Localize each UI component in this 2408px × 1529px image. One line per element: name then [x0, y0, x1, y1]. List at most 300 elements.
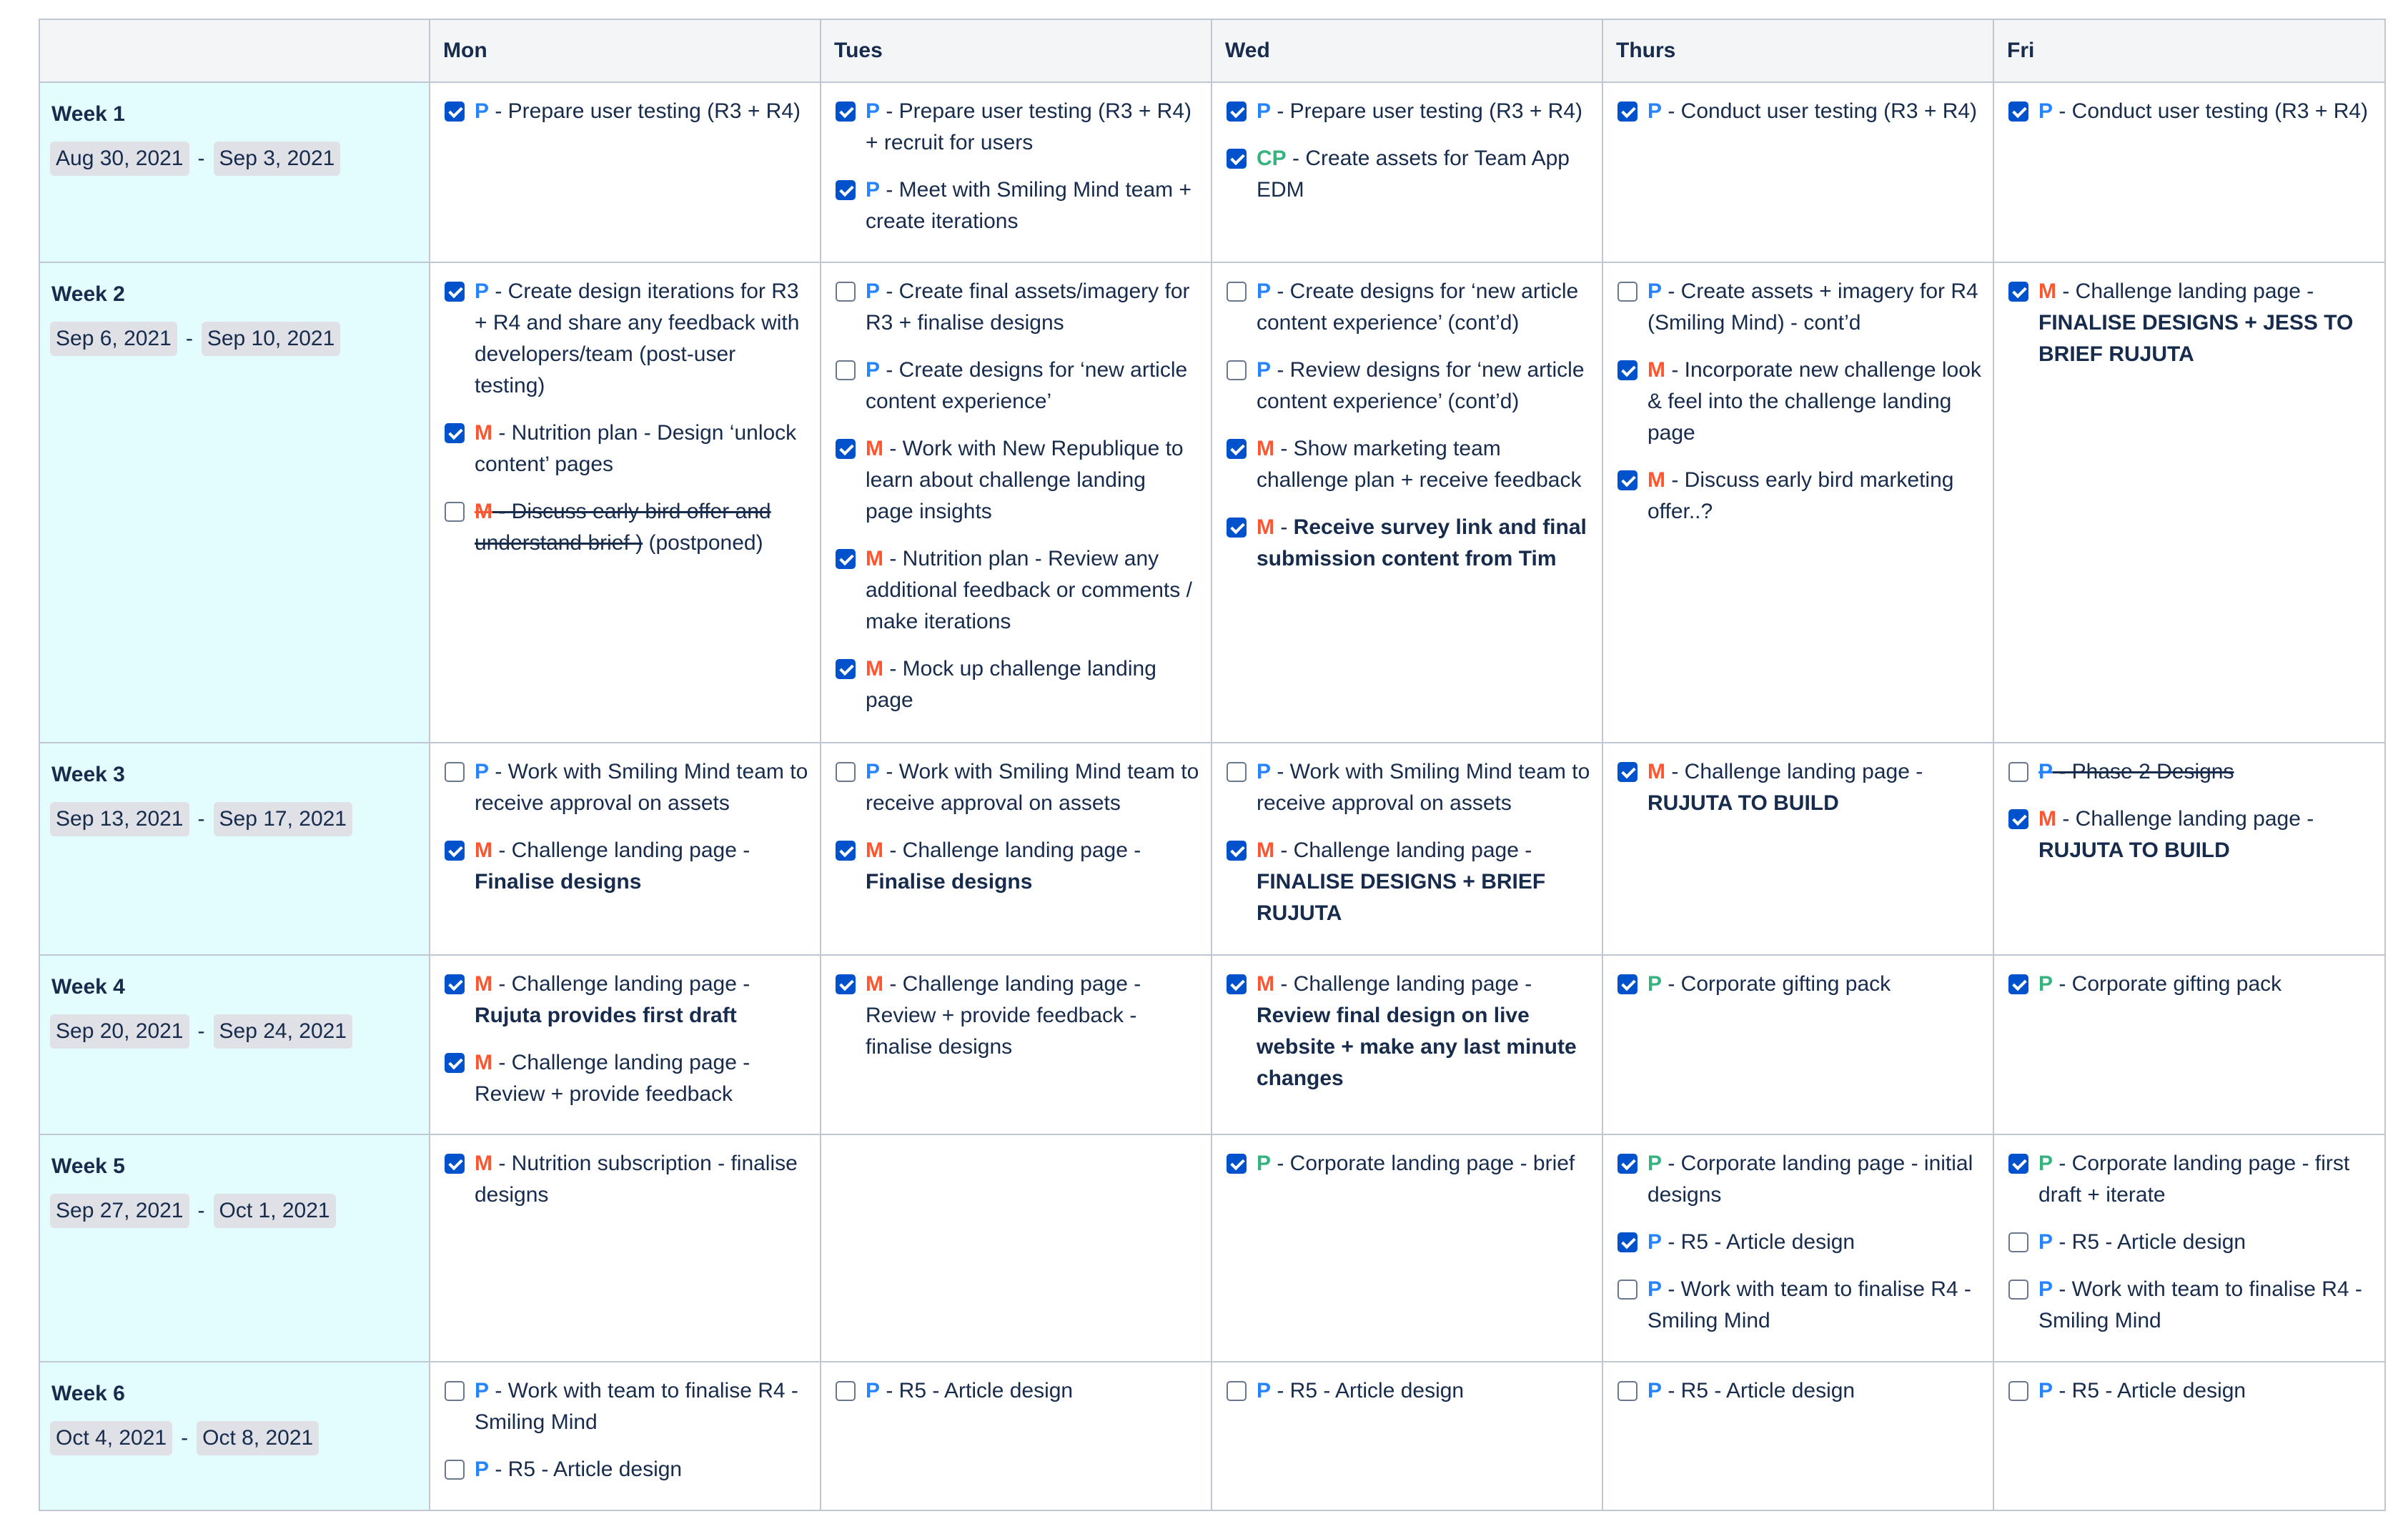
checked-checkbox[interactable]: [836, 180, 856, 200]
task-text-segment: - R5 - Article design: [1662, 1379, 1855, 1403]
day-cell-tues: [821, 82, 1212, 262]
week-row: [39, 955, 2385, 1135]
task-text: [1648, 96, 1981, 127]
task-item: [445, 969, 808, 1031]
task-text-segment: RUJUTA TO BUILD: [2038, 838, 2230, 863]
checked-checkbox[interactable]: [836, 841, 856, 861]
unchecked-checkbox[interactable]: [1227, 1381, 1247, 1401]
task-item: [2008, 96, 2373, 127]
checked-checkbox[interactable]: [1227, 841, 1247, 861]
task-item: [1617, 969, 1981, 1000]
task-category-tag: M: [1257, 515, 1274, 539]
task-item: [1227, 835, 1590, 929]
unchecked-checkbox[interactable]: [1617, 282, 1637, 302]
task-text-segment: - Challenge landing page -: [2056, 279, 2314, 303]
date-range-separator: -: [197, 807, 205, 831]
task-item: [1227, 276, 1590, 339]
unchecked-checkbox[interactable]: [2008, 1232, 2028, 1252]
task-text-segment: - Challenge landing page - Review + provide feedback - finalise designs: [866, 971, 1141, 1059]
task-item: [1227, 512, 1590, 575]
checked-checkbox[interactable]: [2008, 102, 2028, 122]
task-item: [836, 543, 1199, 638]
task-category-tag: P: [1257, 1379, 1272, 1403]
checked-checkbox[interactable]: [2008, 974, 2028, 994]
task-text: [1648, 969, 1981, 1000]
checked-checkbox[interactable]: [445, 102, 465, 122]
day-cell-mon: [430, 82, 821, 262]
week-name: Week 3: [51, 763, 125, 787]
week-name: Week 1: [51, 102, 125, 126]
unchecked-checkbox[interactable]: [836, 282, 856, 302]
task-text-segment: - Prepare user testing (R3 + R4): [489, 99, 801, 123]
checked-checkbox[interactable]: [1227, 518, 1247, 538]
task-text-segment: - R5 - Article design: [2053, 1379, 2246, 1403]
task-category-tag: P: [1257, 1152, 1272, 1176]
task-category-tag: P: [2038, 1230, 2053, 1255]
task-category-tag: M: [1648, 357, 1665, 382]
week-label-cell: [39, 262, 430, 743]
task-category-tag: M: [475, 1152, 492, 1176]
task-item: [1227, 355, 1590, 417]
unchecked-checkbox[interactable]: [445, 1460, 465, 1480]
checked-checkbox[interactable]: [445, 1154, 465, 1174]
week-start-date[interactable]: Sep 6, 2021: [50, 322, 177, 356]
checked-checkbox[interactable]: [2008, 1154, 2028, 1174]
unchecked-checkbox[interactable]: [2008, 762, 2028, 782]
week-end-date[interactable]: Sep 24, 2021: [214, 1014, 353, 1049]
task-text: [866, 969, 1199, 1063]
unchecked-checkbox[interactable]: [836, 762, 856, 782]
week-end-date[interactable]: Sep 3, 2021: [214, 142, 341, 176]
task-text-segment: - Work with team to finalise R4 - Smiling Mind: [2038, 1277, 2362, 1333]
task-text: [475, 1148, 808, 1211]
day-cell-wed: [1212, 743, 1602, 954]
task-category-tag: P: [2038, 1379, 2053, 1403]
task-text: [475, 969, 808, 1031]
week-start-date[interactable]: Sep 13, 2021: [50, 802, 189, 836]
day-cell-tues: [821, 955, 1212, 1135]
task-text-segment: Finalise designs: [866, 870, 1033, 894]
task-text-segment: - Create designs for ‘new article content experience’ (cont’d): [1257, 279, 1579, 335]
task-category-tag: P: [1648, 279, 1663, 303]
week-name: Week 6: [51, 1382, 125, 1406]
task-text: [1257, 756, 1590, 819]
task-category-tag: CP: [1257, 147, 1287, 170]
day-cell-fri: [1993, 1134, 2385, 1362]
task-text-segment: - Challenge landing page -: [2056, 807, 2314, 831]
task-text: [1257, 835, 1590, 929]
task-item: [836, 653, 1199, 716]
task-category-tag: M: [2038, 807, 2056, 831]
task-category-tag: M: [475, 1050, 492, 1074]
task-text-segment: - Nutrition subscription - finalise designs: [475, 1152, 798, 1207]
task-text-segment: - Corporate landing page - first draft + iterate: [2038, 1152, 2350, 1207]
day-cell-tues: [821, 743, 1212, 954]
task-text-segment: - Create design iterations for R3 + R4 and share any feedback with developers/team (post-user testing): [475, 279, 800, 397]
task-category-tag: P: [866, 760, 881, 784]
week-row: [39, 82, 2385, 262]
day-cell-wed: [1212, 82, 1602, 262]
task-item: [836, 96, 1199, 159]
task-text-segment: - R5 - Article design: [1271, 1379, 1465, 1403]
day-cell-thurs: [1602, 743, 1993, 954]
task-text: [475, 496, 808, 559]
day-cell-mon: [430, 1134, 821, 1362]
week-date-range: [50, 1014, 419, 1049]
task-item: [2008, 276, 2373, 370]
checked-checkbox[interactable]: [836, 659, 856, 679]
task-text-segment: - Challenge landing page -: [1665, 760, 1923, 784]
task-category-tag: P: [1648, 1152, 1663, 1176]
task-text-segment: - Nutrition plan - Design ‘unlock content’ pages: [475, 420, 797, 476]
checked-checkbox[interactable]: [836, 974, 856, 994]
checked-checkbox[interactable]: [1617, 974, 1637, 994]
task-text-segment: Finalise designs: [475, 870, 642, 894]
task-text: [2038, 969, 2373, 1000]
day-cell-fri: [1993, 743, 2385, 954]
day-header-thurs: Thurs: [1602, 19, 1993, 82]
task-item: [2008, 1274, 2373, 1337]
corner-header-cell: [39, 19, 430, 82]
task-text: [1257, 969, 1590, 1094]
unchecked-checkbox[interactable]: [1617, 1280, 1637, 1300]
task-category-tag: P: [866, 357, 881, 382]
task-category-tag: P: [2038, 99, 2053, 123]
date-range-separator: -: [197, 147, 205, 170]
checked-checkbox[interactable]: [1227, 1154, 1247, 1174]
task-category-tag: M: [1257, 436, 1274, 460]
task-text: [475, 417, 808, 480]
checked-checkbox[interactable]: [445, 1053, 465, 1073]
week-row: [39, 743, 2385, 954]
task-item: [1617, 276, 1981, 339]
day-cell-thurs: [1602, 82, 1993, 262]
checked-checkbox[interactable]: [836, 439, 856, 459]
task-text: [475, 1454, 808, 1485]
task-item: [1617, 1227, 1981, 1258]
unchecked-checkbox[interactable]: [445, 502, 465, 522]
task-text-segment: - Show marketing team challenge plan + receive feedback: [1257, 436, 1582, 492]
task-text: [475, 835, 808, 898]
task-category-tag: P: [475, 279, 490, 303]
task-text-segment: - Work with team to finalise R4 - Smiling Mind: [475, 1379, 798, 1435]
task-item: [1227, 1375, 1590, 1407]
checked-checkbox[interactable]: [1227, 439, 1247, 459]
task-category-tag: M: [866, 656, 883, 681]
task-text-segment: - Create final assets/imagery for R3 + finalise designs: [866, 279, 1190, 335]
task-text: [2038, 276, 2373, 370]
unchecked-checkbox[interactable]: [836, 1381, 856, 1401]
unchecked-checkbox[interactable]: [2008, 1381, 2028, 1401]
task-category-tag: P: [866, 178, 881, 202]
task-text-segment: - Challenge landing page -: [1274, 838, 1532, 863]
day-header-wed: Wed: [1212, 19, 1602, 82]
task-category-tag: P: [1257, 279, 1272, 303]
task-text: [1648, 1148, 1981, 1211]
task-text-segment: FINALISE DESIGNS + BRIEF RUJUTA: [1257, 870, 1546, 926]
checked-checkbox[interactable]: [1227, 149, 1247, 169]
task-text-segment: - Create assets + imagery for R4 (Smiling Mind) - cont’d: [1648, 279, 1978, 335]
task-category-tag: P: [475, 760, 490, 784]
checked-checkbox[interactable]: [1617, 102, 1637, 122]
task-item: [836, 174, 1199, 237]
week-name: Week 5: [51, 1154, 125, 1179]
task-text-segment: - Meet with Smiling Mind team + create iterations: [866, 178, 1191, 233]
week-start-date[interactable]: Oct 4, 2021: [50, 1421, 172, 1455]
task-text: [475, 1375, 808, 1438]
task-text: [866, 276, 1199, 339]
day-cell-wed: [1212, 955, 1602, 1135]
checked-checkbox[interactable]: [445, 974, 465, 994]
unchecked-checkbox[interactable]: [1227, 282, 1247, 302]
task-text-segment: - R5 - Article design: [1662, 1230, 1855, 1255]
task-item: [1617, 756, 1981, 819]
unchecked-checkbox[interactable]: [1617, 1381, 1637, 1401]
week-label-cell: [39, 82, 430, 262]
task-text: [866, 433, 1199, 528]
unchecked-checkbox[interactable]: [1227, 360, 1247, 380]
week-start-date[interactable]: Sep 20, 2021: [50, 1014, 189, 1049]
task-item: [836, 756, 1199, 819]
task-text: [2038, 1148, 2373, 1211]
day-cell-thurs: [1602, 955, 1993, 1135]
task-text-segment: - Challenge landing page -: [1274, 971, 1532, 996]
task-item: [1617, 1375, 1981, 1407]
week-row: [39, 1362, 2385, 1510]
task-text-segment: - Prepare user testing (R3 + R4): [1271, 99, 1583, 123]
task-text-segment: - Corporate landing page - brief: [1271, 1152, 1575, 1176]
day-cell-thurs: [1602, 1134, 1993, 1362]
task-text: [866, 543, 1199, 638]
checked-checkbox[interactable]: [2008, 282, 2028, 302]
task-category-tag: M: [866, 546, 883, 570]
task-text: [2038, 1227, 2373, 1258]
task-text: [2038, 803, 2373, 866]
week-date-range: [50, 1421, 419, 1455]
task-text: [1257, 433, 1590, 496]
checked-checkbox[interactable]: [2008, 809, 2028, 829]
checked-checkbox[interactable]: [1617, 360, 1637, 380]
task-text-segment: - Create assets for Team App EDM: [1257, 147, 1570, 202]
task-category-tag: P: [475, 1458, 490, 1482]
task-item: [445, 756, 808, 819]
task-item: [1227, 756, 1590, 819]
weekly-schedule-table: [39, 19, 2386, 1511]
checked-checkbox[interactable]: [1227, 974, 1247, 994]
task-text-segment: - Corporate gifting pack: [2053, 971, 2282, 996]
task-text: [2038, 1274, 2373, 1337]
task-item: [836, 355, 1199, 417]
task-category-tag: M: [475, 838, 492, 863]
task-category-tag: P: [475, 99, 490, 123]
day-cell-fri: [1993, 262, 2385, 743]
task-text-segment: Review final design on live website + make any last minute changes: [1257, 1003, 1577, 1090]
task-item: [836, 969, 1199, 1063]
task-text-segment: - Work with New Republique to learn about challenge landing page insights: [866, 436, 1184, 523]
date-range-separator: -: [197, 1019, 205, 1043]
task-text: [1257, 1148, 1590, 1179]
task-category-tag: P: [2038, 971, 2053, 996]
task-item: [2008, 803, 2373, 866]
task-item: [2008, 1227, 2373, 1258]
task-text: [1257, 143, 1590, 206]
checked-checkbox[interactable]: [1617, 762, 1637, 782]
week-start-date[interactable]: Sep 27, 2021: [50, 1194, 189, 1228]
task-text-segment: -: [1274, 515, 1294, 539]
unchecked-checkbox[interactable]: [836, 360, 856, 380]
task-category-tag: M: [1648, 467, 1665, 492]
day-cell-mon: [430, 1362, 821, 1510]
day-cell-mon: [430, 262, 821, 743]
task-item: [1617, 355, 1981, 449]
task-category-tag: M: [475, 971, 492, 996]
task-category-tag: P: [2038, 760, 2053, 784]
task-text-segment: RUJUTA TO BUILD: [1648, 791, 1839, 816]
task-item: [445, 1047, 808, 1110]
task-item: [1617, 1148, 1981, 1211]
task-text-segment: - Challenge landing page -: [492, 838, 750, 863]
task-text-segment: - Create designs for ‘new article content experience’: [866, 357, 1188, 413]
task-category-tag: P: [475, 1379, 490, 1403]
checked-checkbox[interactable]: [836, 102, 856, 122]
task-text-segment: - R5 - Article design: [2053, 1230, 2246, 1255]
day-cell-thurs: [1602, 262, 1993, 743]
task-item: [836, 835, 1199, 898]
task-text: [1257, 355, 1590, 417]
task-category-tag: P: [1648, 971, 1663, 996]
task-category-tag: P: [1648, 1277, 1663, 1302]
checked-checkbox[interactable]: [445, 423, 465, 443]
task-text-segment: - R5 - Article design: [880, 1379, 1074, 1403]
checked-checkbox[interactable]: [1617, 1232, 1637, 1252]
task-text: [866, 756, 1199, 819]
task-category-tag: M: [2038, 279, 2056, 303]
unchecked-checkbox[interactable]: [445, 1381, 465, 1401]
task-category-tag: P: [1648, 1379, 1663, 1403]
task-text: [1648, 756, 1981, 819]
task-text: [866, 835, 1199, 898]
task-category-tag: M: [866, 971, 883, 996]
task-text: [866, 96, 1199, 159]
task-text: [1648, 1227, 1981, 1258]
task-category-tag: M: [475, 499, 492, 523]
task-text: [1257, 512, 1590, 575]
checked-checkbox[interactable]: [445, 282, 465, 302]
task-text: [1257, 96, 1590, 127]
date-range-separator: -: [185, 326, 193, 350]
task-category-tag: P: [1257, 99, 1272, 123]
task-text-segment: - Mock up challenge landing page: [866, 656, 1156, 712]
task-item: [445, 1375, 808, 1438]
week-row: [39, 262, 2385, 743]
checked-checkbox[interactable]: [1227, 102, 1247, 122]
task-text-segment: (postponed): [643, 530, 763, 555]
task-category-tag: P: [1648, 1230, 1663, 1255]
task-category-tag: P: [1257, 760, 1272, 784]
task-item: [445, 96, 808, 127]
week-date-range: [50, 142, 419, 176]
week-end-date[interactable]: Sep 17, 2021: [214, 802, 353, 836]
task-text-segment: - Challenge landing page -: [883, 838, 1141, 863]
task-text-segment: - Corporate gifting pack: [1662, 971, 1891, 996]
week-name: Week 4: [51, 974, 125, 999]
task-text-segment: - Challenge landing page -: [492, 971, 750, 996]
day-cell-fri: [1993, 1362, 2385, 1510]
day-header-mon: Mon: [430, 19, 821, 82]
unchecked-checkbox[interactable]: [445, 762, 465, 782]
task-item: [1227, 969, 1590, 1094]
week-name: Week 2: [51, 282, 125, 306]
week-label-cell: [39, 955, 430, 1135]
task-item: [445, 417, 808, 480]
task-text-segment: - Review designs for ‘new article content experience’ (cont’d): [1257, 357, 1585, 413]
day-header-fri: Fri: [1993, 19, 2385, 82]
task-text-segment: - Discuss early bird offer and understand brief ): [475, 499, 771, 555]
task-category-tag: M: [1257, 971, 1274, 996]
week-end-date[interactable]: Oct 1, 2021: [214, 1194, 336, 1228]
day-header-tues: Tues: [821, 19, 1212, 82]
task-category-tag: P: [2038, 1152, 2053, 1176]
task-category-tag: M: [866, 436, 883, 460]
checked-checkbox[interactable]: [1617, 1154, 1637, 1174]
task-category-tag: M: [1257, 838, 1274, 863]
week-label-cell: [39, 1134, 430, 1362]
task-text: [475, 1047, 808, 1110]
task-text-segment: - R5 - Article design: [489, 1458, 683, 1482]
task-text-segment: - Work with team to finalise R4 - Smiling Mind: [1648, 1277, 1971, 1333]
date-range-separator: -: [181, 1426, 189, 1450]
task-text: [1648, 1375, 1981, 1407]
task-item: [2008, 969, 2373, 1000]
task-text: [866, 653, 1199, 716]
day-cell-tues: [821, 1362, 1212, 1510]
unchecked-checkbox[interactable]: [2008, 1280, 2028, 1300]
task-text: [2038, 1375, 2373, 1407]
task-category-tag: P: [866, 279, 881, 303]
unchecked-checkbox[interactable]: [1227, 762, 1247, 782]
task-item: [1617, 96, 1981, 127]
week-date-range: [50, 322, 419, 356]
task-text: [1648, 355, 1981, 449]
task-item: [445, 835, 808, 898]
day-cell-wed: [1212, 1362, 1602, 1510]
week-label-cell: [39, 743, 430, 954]
task-item: [445, 1148, 808, 1211]
task-item: [1617, 465, 1981, 528]
task-item: [1227, 96, 1590, 127]
task-text-segment: - Phase 2 Designs: [2053, 760, 2234, 784]
day-cell-wed: [1212, 262, 1602, 743]
task-text: [866, 355, 1199, 417]
task-text-segment: FINALISE DESIGNS + JESS TO BRIEF RUJUTA: [2038, 310, 2354, 366]
checked-checkbox[interactable]: [836, 549, 856, 569]
task-text: [1257, 1375, 1590, 1407]
task-text-segment: - Conduct user testing (R3 + R4): [1662, 99, 1978, 123]
task-category-tag: P: [1257, 357, 1272, 382]
checked-checkbox[interactable]: [445, 841, 465, 861]
task-item: [1227, 143, 1590, 206]
task-category-tag: P: [1648, 99, 1663, 123]
task-text: [1648, 1274, 1981, 1337]
task-text: [866, 174, 1199, 237]
week-end-date[interactable]: Oct 8, 2021: [197, 1421, 319, 1455]
task-item: [2008, 1148, 2373, 1211]
week-end-date[interactable]: Sep 10, 2021: [202, 322, 341, 356]
task-text-segment: - Work with Smiling Mind team to receive approval on assets: [866, 760, 1199, 816]
week-start-date[interactable]: Aug 30, 2021: [50, 142, 189, 176]
task-text: [475, 276, 808, 402]
checked-checkbox[interactable]: [1617, 470, 1637, 490]
